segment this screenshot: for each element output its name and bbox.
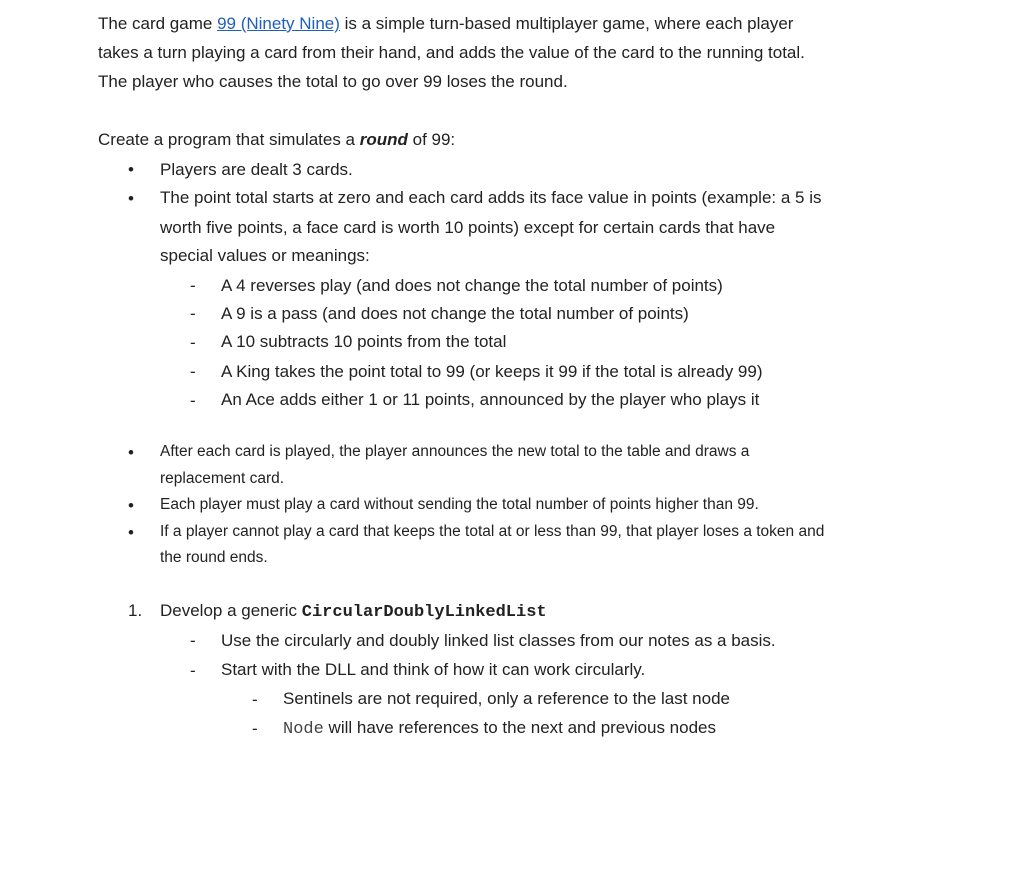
subitem-node xyxy=(283,718,716,740)
intro-text-cont: is a simple turn-based multiplayer game, where each player xyxy=(339,14,794,33)
subitem-sentinels: Sentinels are not required, only a reference to the last node xyxy=(283,689,731,708)
rule-total-line-1: The point total starts at zero and each card adds its face value in points (example: a 5 is xyxy=(160,188,822,207)
rule-dealt: Players are dealt 3 cards. xyxy=(160,160,353,179)
special-king: A King takes the point total to 99 (or keeps it 99 if the total is already 99) xyxy=(221,362,763,381)
create-heading xyxy=(98,130,455,150)
create-text: Create a program that simulates a xyxy=(98,130,360,149)
node-text: will have references to the next and previous nodes xyxy=(323,718,716,737)
dash-marker: - xyxy=(190,304,196,323)
special-nine: A 9 is a pass (and does not change the total number of points) xyxy=(221,304,689,323)
dash-marker: - xyxy=(190,661,196,680)
task-number: 1. xyxy=(128,601,143,620)
dash-marker: - xyxy=(190,391,196,410)
task-text: Develop a generic xyxy=(160,601,302,620)
rule-total-line-3: special values or meanings: xyxy=(160,246,370,265)
special-ace: An Ace adds either 1 or 11 points, announced by the player who plays it xyxy=(221,390,760,409)
special-four: A 4 reverses play (and does not change the total number of points) xyxy=(221,276,723,295)
class-name-code: CircularDoublyLinkedList xyxy=(301,603,547,622)
create-emphasis: round xyxy=(359,130,408,149)
bullet-marker: • xyxy=(128,496,134,515)
rule-cannot-line-1: If a player cannot play a card that keeps the total at or less than 99, that player loses a token and xyxy=(160,523,825,540)
rule-after-line-1: After each card is played, the player announces the new total to the table and draws a xyxy=(160,443,750,460)
intro-line-2: takes a turn playing a card from their hand, and adds the value of the card to the running total. xyxy=(98,43,805,62)
task-item-basis: Use the circularly and doubly linked list classes from our notes as a basis. xyxy=(221,631,776,650)
special-ten: A 10 subtracts 10 points from the total xyxy=(221,332,507,351)
bullet-marker: • xyxy=(128,523,134,542)
rule-after-line-2: replacement card. xyxy=(160,470,285,487)
bullet-marker: • xyxy=(128,160,134,179)
task-heading xyxy=(160,601,547,623)
dash-marker: - xyxy=(252,719,258,738)
task-item-dll: Start with the DLL and think of how it can work circularly. xyxy=(221,660,646,679)
ninety-nine-link[interactable]: 99 (Ninety Nine) xyxy=(217,14,340,33)
intro-line-3: The player who causes the total to go over 99 loses the round. xyxy=(98,72,568,91)
dash-marker: - xyxy=(190,276,196,295)
rule-each: Each player must play a card without sending the total number of points higher than 99. xyxy=(160,496,759,513)
dash-marker: - xyxy=(190,631,196,650)
node-code: Node xyxy=(283,720,324,739)
bullet-marker: • xyxy=(128,443,134,462)
dash-marker: - xyxy=(190,362,196,381)
rule-cannot-line-2: the round ends. xyxy=(160,549,268,566)
create-text-end: of 99: xyxy=(407,130,456,149)
dash-marker: - xyxy=(190,333,196,352)
bullet-marker: • xyxy=(128,189,134,208)
intro-line-1 xyxy=(98,14,793,34)
rule-total-line-2: worth five points, a face card is worth 10 points) except for certain cards that have xyxy=(160,218,776,237)
dash-marker: - xyxy=(252,690,258,709)
intro-text: The card game xyxy=(98,14,218,33)
